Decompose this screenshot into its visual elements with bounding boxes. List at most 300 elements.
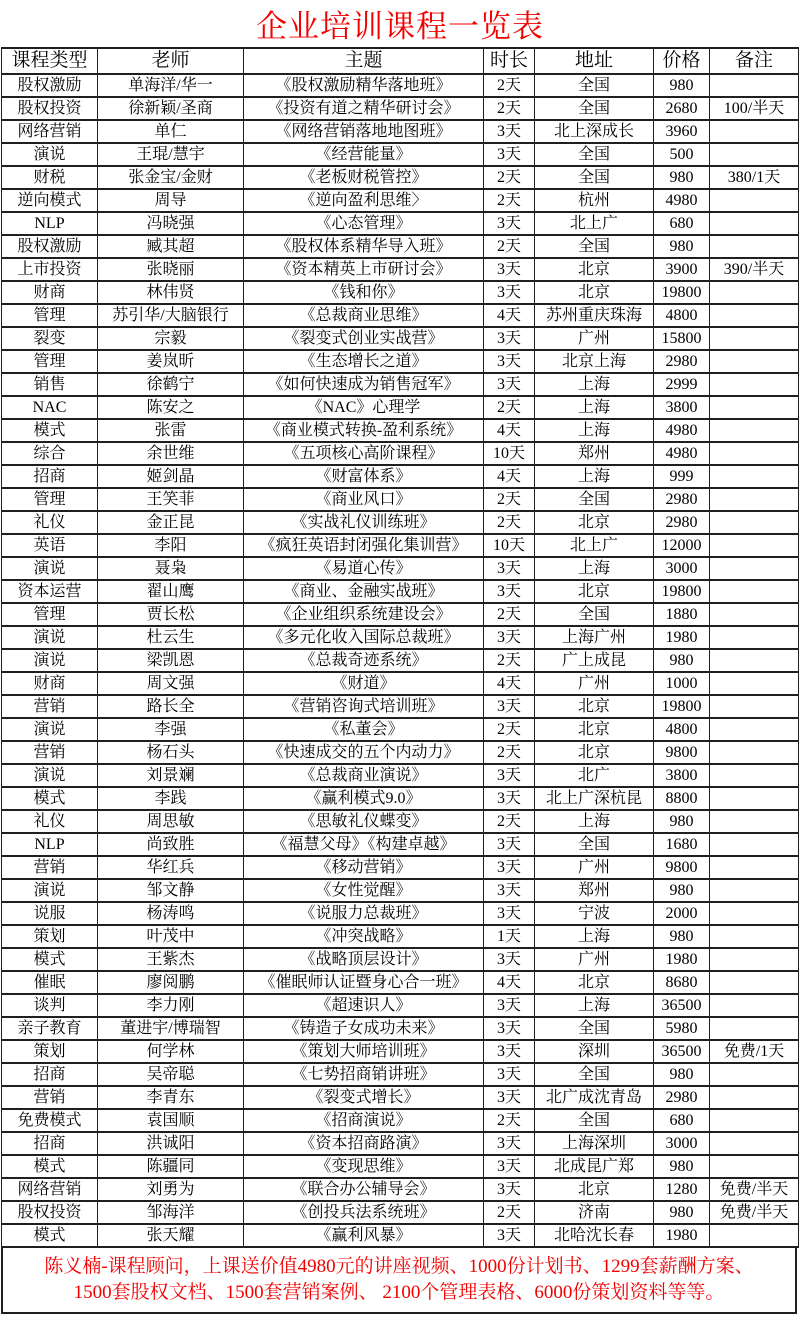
cell-location: 广州: [535, 327, 654, 350]
cell-duration: 2天: [484, 718, 535, 741]
cell-topic: 《经营能量》: [244, 143, 484, 166]
cell-price: 1680: [654, 833, 710, 856]
table-row: [2, 488, 799, 511]
cell-location: 北京: [535, 258, 654, 281]
cell-topic: 《私董会》: [244, 718, 484, 741]
cell-duration: 3天: [484, 258, 535, 281]
cell-remark: [710, 1224, 799, 1247]
cell-location: 北成昆广郑: [535, 1155, 654, 1178]
cell-topic: 《赢利模式9.0》: [244, 787, 484, 810]
cell-teacher: 宗毅: [98, 327, 244, 350]
cell-type: 说服: [2, 902, 98, 925]
cell-price: 1880: [654, 603, 710, 626]
table-row: [2, 856, 799, 879]
cell-remark: [710, 603, 799, 626]
cell-price: 3900: [654, 258, 710, 281]
cell-location: 全国: [535, 143, 654, 166]
cell-duration: 3天: [484, 212, 535, 235]
cell-remark: [710, 534, 799, 557]
table-row: [2, 971, 799, 994]
cell-price: 980: [654, 649, 710, 672]
table-row: [2, 1155, 799, 1178]
cell-location: 宁波: [535, 902, 654, 925]
cell-type: 逆向模式: [2, 189, 98, 212]
cell-duration: 3天: [484, 143, 535, 166]
cell-teacher: 林伟贤: [98, 281, 244, 304]
cell-duration: 2天: [484, 74, 535, 97]
cell-topic: 《易道心传》: [244, 557, 484, 580]
cell-teacher: 李青东: [98, 1086, 244, 1109]
table-row: [2, 810, 799, 833]
cell-topic: 《商业模式转换-盈利系统》: [244, 419, 484, 442]
cell-price: 36500: [654, 1040, 710, 1063]
cell-type: 网络营销: [2, 1178, 98, 1201]
cell-type: 营销: [2, 695, 98, 718]
cell-duration: 3天: [484, 1224, 535, 1247]
cell-type: NLP: [2, 833, 98, 856]
cell-location: 北京: [535, 741, 654, 764]
cell-teacher: 袁国顺: [98, 1109, 244, 1132]
cell-duration: 4天: [484, 304, 535, 327]
cell-topic: 《福慧父母》《构建卓越》: [244, 833, 484, 856]
cell-remark: [710, 948, 799, 971]
cell-location: 广上成昆: [535, 649, 654, 672]
cell-teacher: 李力刚: [98, 994, 244, 1017]
cell-location: 北上深成长: [535, 120, 654, 143]
table-row: [2, 1086, 799, 1109]
cell-type: 演说: [2, 143, 98, 166]
cell-teacher: 杨涛鸣: [98, 902, 244, 925]
cell-duration: 2天: [484, 649, 535, 672]
cell-price: 1980: [654, 948, 710, 971]
cell-price: 8800: [654, 787, 710, 810]
cell-teacher: 李践: [98, 787, 244, 810]
cell-price: 2680: [654, 97, 710, 120]
cell-teacher: 叶茂中: [98, 925, 244, 948]
cell-teacher: 姜岚昕: [98, 350, 244, 373]
cell-location: 全国: [535, 603, 654, 626]
table-row: [2, 396, 799, 419]
cell-location: 广州: [535, 948, 654, 971]
cell-duration: 3天: [484, 281, 535, 304]
cell-topic: 《企业组织系统建设会》: [244, 603, 484, 626]
cell-teacher: 苏引华/大脑银行: [98, 304, 244, 327]
table-row: [2, 1109, 799, 1132]
cell-topic: 《如何快速成为销售冠军》: [244, 373, 484, 396]
cell-type: 管理: [2, 350, 98, 373]
table-row: [2, 1178, 799, 1201]
cell-price: 1980: [654, 626, 710, 649]
cell-topic: 《多元化收入国际总裁班》: [244, 626, 484, 649]
cell-topic: 《裂变式增长》: [244, 1086, 484, 1109]
cell-topic: 《说服力总裁班》: [244, 902, 484, 925]
cell-type: 演说: [2, 557, 98, 580]
cell-teacher: 张雷: [98, 419, 244, 442]
cell-topic: 《变现思维》: [244, 1155, 484, 1178]
cell-duration: 1天: [484, 925, 535, 948]
cell-duration: 2天: [484, 1201, 535, 1224]
cell-remark: [710, 1109, 799, 1132]
cell-teacher: 聂枭: [98, 557, 244, 580]
cell-type: 管理: [2, 304, 98, 327]
cell-location: 上海: [535, 419, 654, 442]
cell-location: 全国: [535, 97, 654, 120]
cell-price: 8680: [654, 971, 710, 994]
cell-price: 19800: [654, 580, 710, 603]
cell-teacher: 单海洋/华一: [98, 74, 244, 97]
cell-duration: 3天: [484, 1017, 535, 1040]
cell-price: 980: [654, 1155, 710, 1178]
cell-teacher: 王笑菲: [98, 488, 244, 511]
cell-location: 北上广: [535, 212, 654, 235]
table-row: [2, 465, 799, 488]
cell-type: NLP: [2, 212, 98, 235]
page-title: 企业培训课程一览表: [256, 9, 544, 44]
cell-remark: [710, 626, 799, 649]
cell-location: 北京: [535, 971, 654, 994]
cell-location: 深圳: [535, 1040, 654, 1063]
cell-duration: 4天: [484, 419, 535, 442]
cell-remark: [710, 580, 799, 603]
cell-duration: 2天: [484, 189, 535, 212]
table-row: [2, 166, 799, 189]
cell-topic: 《女性觉醒》: [244, 879, 484, 902]
column-header-teacher: 老师: [98, 48, 244, 74]
cell-location: 北京上海: [535, 350, 654, 373]
cell-location: 北京: [535, 580, 654, 603]
cell-teacher: 何学林: [98, 1040, 244, 1063]
table-row: [2, 718, 799, 741]
cell-price: 1980: [654, 1224, 710, 1247]
cell-type: 营销: [2, 856, 98, 879]
column-header-location: 地址: [535, 48, 654, 74]
cell-topic: 《心态管理》: [244, 212, 484, 235]
column-header-topic: 主题: [244, 48, 484, 74]
cell-remark: 免费/半天: [710, 1201, 799, 1224]
table-row: [2, 626, 799, 649]
cell-topic: 《思敏礼仪蝶变》: [244, 810, 484, 833]
cell-remark: 免费/1天: [710, 1040, 799, 1063]
cell-location: 全国: [535, 1017, 654, 1040]
cell-price: 980: [654, 925, 710, 948]
cell-remark: [710, 143, 799, 166]
cell-duration: 10天: [484, 442, 535, 465]
cell-topic: 《投资有道之精华研讨会》: [244, 97, 484, 120]
table-row: [2, 603, 799, 626]
cell-teacher: 刘勇为: [98, 1178, 244, 1201]
cell-teacher: 姬剑晶: [98, 465, 244, 488]
cell-teacher: 梁凯恩: [98, 649, 244, 672]
cell-remark: 100/半天: [710, 97, 799, 120]
table-row: [2, 74, 799, 97]
cell-price: 4800: [654, 304, 710, 327]
cell-remark: [710, 1155, 799, 1178]
cell-location: 北上广深杭昆: [535, 787, 654, 810]
cell-remark: [710, 1132, 799, 1155]
cell-duration: 3天: [484, 833, 535, 856]
table-row: [2, 419, 799, 442]
cell-remark: [710, 327, 799, 350]
cell-topic: 《逆向盈利思维〉: [244, 189, 484, 212]
cell-teacher: 华红兵: [98, 856, 244, 879]
cell-teacher: 徐鹤宁: [98, 373, 244, 396]
cell-teacher: 周思敏: [98, 810, 244, 833]
cell-topic: 《网络营销落地地图班》: [244, 120, 484, 143]
cell-remark: [710, 373, 799, 396]
cell-price: 999: [654, 465, 710, 488]
cell-price: 980: [654, 1063, 710, 1086]
cell-duration: 3天: [484, 626, 535, 649]
cell-duration: 4天: [484, 465, 535, 488]
table-row: [2, 948, 799, 971]
table-row: [2, 120, 799, 143]
table-row: [2, 534, 799, 557]
cell-price: 2980: [654, 511, 710, 534]
cell-location: 全国: [535, 833, 654, 856]
cell-price: 15800: [654, 327, 710, 350]
cell-type: 演说: [2, 649, 98, 672]
cell-topic: 《策划大师培训班》: [244, 1040, 484, 1063]
cell-remark: [710, 695, 799, 718]
cell-type: 免费模式: [2, 1109, 98, 1132]
table-row: [2, 833, 799, 856]
cell-teacher: 徐新颖/圣商: [98, 97, 244, 120]
cell-location: 济南: [535, 1201, 654, 1224]
cell-duration: 2天: [484, 1109, 535, 1132]
cell-price: 3000: [654, 557, 710, 580]
cell-duration: 2天: [484, 235, 535, 258]
cell-price: 5980: [654, 1017, 710, 1040]
cell-type: 财税: [2, 166, 98, 189]
cell-price: 2980: [654, 488, 710, 511]
cell-duration: 10天: [484, 534, 535, 557]
cell-remark: [710, 1017, 799, 1040]
cell-topic: 《催眠师认证暨身心合一班》: [244, 971, 484, 994]
cell-remark: [710, 281, 799, 304]
cell-remark: [710, 879, 799, 902]
cell-price: 980: [654, 74, 710, 97]
cell-type: 礼仪: [2, 810, 98, 833]
cell-type: 演说: [2, 764, 98, 787]
cell-teacher: 贾长松: [98, 603, 244, 626]
cell-remark: [710, 212, 799, 235]
cell-duration: 2天: [484, 603, 535, 626]
cell-topic: 《移动营销》: [244, 856, 484, 879]
cell-teacher: 杨石头: [98, 741, 244, 764]
cell-topic: 《老板财税管控》: [244, 166, 484, 189]
cell-duration: 3天: [484, 1086, 535, 1109]
cell-location: 杭州: [535, 189, 654, 212]
cell-price: 2000: [654, 902, 710, 925]
cell-price: 19800: [654, 281, 710, 304]
cell-price: 500: [654, 143, 710, 166]
cell-topic: 《七势招商销讲班》: [244, 1063, 484, 1086]
cell-topic: 《裂变式创业实战营》: [244, 327, 484, 350]
cell-remark: [710, 1086, 799, 1109]
cell-type: 演说: [2, 879, 98, 902]
cell-location: 北上广: [535, 534, 654, 557]
cell-price: 680: [654, 212, 710, 235]
table-row: [2, 235, 799, 258]
cell-topic: 《股权体系精华导入班》: [244, 235, 484, 258]
cell-location: 上海广州: [535, 626, 654, 649]
cell-type: 管理: [2, 488, 98, 511]
cell-location: 郑州: [535, 879, 654, 902]
cell-location: 全国: [535, 488, 654, 511]
cell-topic: 《铸造子女成功未来》: [244, 1017, 484, 1040]
cell-price: 1000: [654, 672, 710, 695]
table-row: [2, 373, 799, 396]
cell-location: 全国: [535, 1063, 654, 1086]
cell-remark: [710, 350, 799, 373]
cell-topic: 《联合办公辅导会》: [244, 1178, 484, 1201]
cell-type: 催眠: [2, 971, 98, 994]
cell-type: 股权投资: [2, 1201, 98, 1224]
cell-duration: 3天: [484, 120, 535, 143]
cell-location: 全国: [535, 74, 654, 97]
cell-remark: [710, 994, 799, 1017]
cell-location: 北京: [535, 1178, 654, 1201]
cell-duration: 3天: [484, 580, 535, 603]
cell-remark: [710, 925, 799, 948]
cell-teacher: 路长全: [98, 695, 244, 718]
cell-location: 全国: [535, 235, 654, 258]
cell-type: 招商: [2, 1132, 98, 1155]
cell-price: 9800: [654, 856, 710, 879]
cell-duration: 3天: [484, 350, 535, 373]
cell-remark: [710, 235, 799, 258]
cell-type: NAC: [2, 396, 98, 419]
cell-type: 模式: [2, 1224, 98, 1247]
table-row: [2, 925, 799, 948]
cell-price: 4980: [654, 419, 710, 442]
cell-remark: [710, 672, 799, 695]
cell-duration: 3天: [484, 1178, 535, 1201]
cell-teacher: 洪诚阳: [98, 1132, 244, 1155]
cell-remark: [710, 74, 799, 97]
cell-price: 4980: [654, 189, 710, 212]
table-row: [2, 304, 799, 327]
table-row: [2, 672, 799, 695]
cell-remark: [710, 557, 799, 580]
cell-location: 广州: [535, 672, 654, 695]
cell-duration: 4天: [484, 971, 535, 994]
cell-type: 礼仪: [2, 511, 98, 534]
cell-remark: [710, 465, 799, 488]
cell-topic: 《资本精英上市研讨会》: [244, 258, 484, 281]
cell-price: 980: [654, 810, 710, 833]
cell-duration: 2天: [484, 97, 535, 120]
cell-type: 谈判: [2, 994, 98, 1017]
table-row: [2, 212, 799, 235]
cell-teacher: 吴帝聪: [98, 1063, 244, 1086]
table-row: [2, 1224, 799, 1247]
cell-teacher: 杜云生: [98, 626, 244, 649]
cell-price: 980: [654, 879, 710, 902]
cell-location: 北广: [535, 764, 654, 787]
cell-price: 2980: [654, 1086, 710, 1109]
table-row: [2, 327, 799, 350]
cell-teacher: 王紫杰: [98, 948, 244, 971]
cell-duration: 3天: [484, 856, 535, 879]
footer-line-2: 1500套股权文档、1500套营销案例、 2100个管理表格、6000份策划资料等等。: [73, 1282, 725, 1303]
cell-location: 广州: [535, 856, 654, 879]
table-row: [2, 143, 799, 166]
cell-teacher: 李强: [98, 718, 244, 741]
cell-type: 裂变: [2, 327, 98, 350]
table-row: [2, 350, 799, 373]
cell-price: 3960: [654, 120, 710, 143]
cell-type: 策划: [2, 925, 98, 948]
cell-type: 演说: [2, 626, 98, 649]
table-row: [2, 879, 799, 902]
cell-teacher: 单仁: [98, 120, 244, 143]
table-row: [2, 511, 799, 534]
cell-location: 上海: [535, 373, 654, 396]
cell-type: 模式: [2, 419, 98, 442]
course-table: [1, 47, 799, 1248]
cell-price: 980: [654, 235, 710, 258]
cell-location: 北广成沈青岛: [535, 1086, 654, 1109]
cell-remark: [710, 120, 799, 143]
cell-remark: [710, 856, 799, 879]
cell-topic: 《冲突战略》: [244, 925, 484, 948]
cell-location: 全国: [535, 1109, 654, 1132]
cell-teacher: 王琨/慧宇: [98, 143, 244, 166]
cell-topic: 《战略顶层设计》: [244, 948, 484, 971]
cell-price: 9800: [654, 741, 710, 764]
cell-teacher: 周导: [98, 189, 244, 212]
cell-price: 1280: [654, 1178, 710, 1201]
table-row: [2, 994, 799, 1017]
cell-duration: 3天: [484, 902, 535, 925]
cell-topic: 《商业、金融实战班》: [244, 580, 484, 603]
cell-price: 4800: [654, 718, 710, 741]
cell-location: 上海: [535, 465, 654, 488]
cell-topic: 《创投兵法系统班》: [244, 1201, 484, 1224]
cell-teacher: 冯晓强: [98, 212, 244, 235]
cell-type: 网络营销: [2, 120, 98, 143]
cell-teacher: 李阳: [98, 534, 244, 557]
cell-remark: [710, 787, 799, 810]
cell-duration: 3天: [484, 994, 535, 1017]
cell-remark: [710, 442, 799, 465]
header-row: [2, 48, 799, 74]
cell-topic: 《快速成交的五个内动力》: [244, 741, 484, 764]
column-header-price: 价格: [654, 48, 710, 74]
cell-price: 36500: [654, 994, 710, 1017]
cell-type: 综合: [2, 442, 98, 465]
table-row: [2, 902, 799, 925]
cell-duration: 3天: [484, 787, 535, 810]
table-row: [2, 1132, 799, 1155]
cell-duration: 3天: [484, 1040, 535, 1063]
cell-location: 北京: [535, 695, 654, 718]
column-header-duration: 时长: [484, 48, 535, 74]
cell-type: 演说: [2, 718, 98, 741]
table-row: [2, 189, 799, 212]
cell-price: 680: [654, 1109, 710, 1132]
cell-topic: 《股权激励精华落地班》: [244, 74, 484, 97]
cell-duration: 3天: [484, 1155, 535, 1178]
cell-remark: [710, 649, 799, 672]
cell-location: 上海: [535, 557, 654, 580]
cell-type: 财商: [2, 672, 98, 695]
cell-remark: [710, 488, 799, 511]
cell-type: 模式: [2, 948, 98, 971]
cell-remark: [710, 718, 799, 741]
cell-teacher: 张晓丽: [98, 258, 244, 281]
